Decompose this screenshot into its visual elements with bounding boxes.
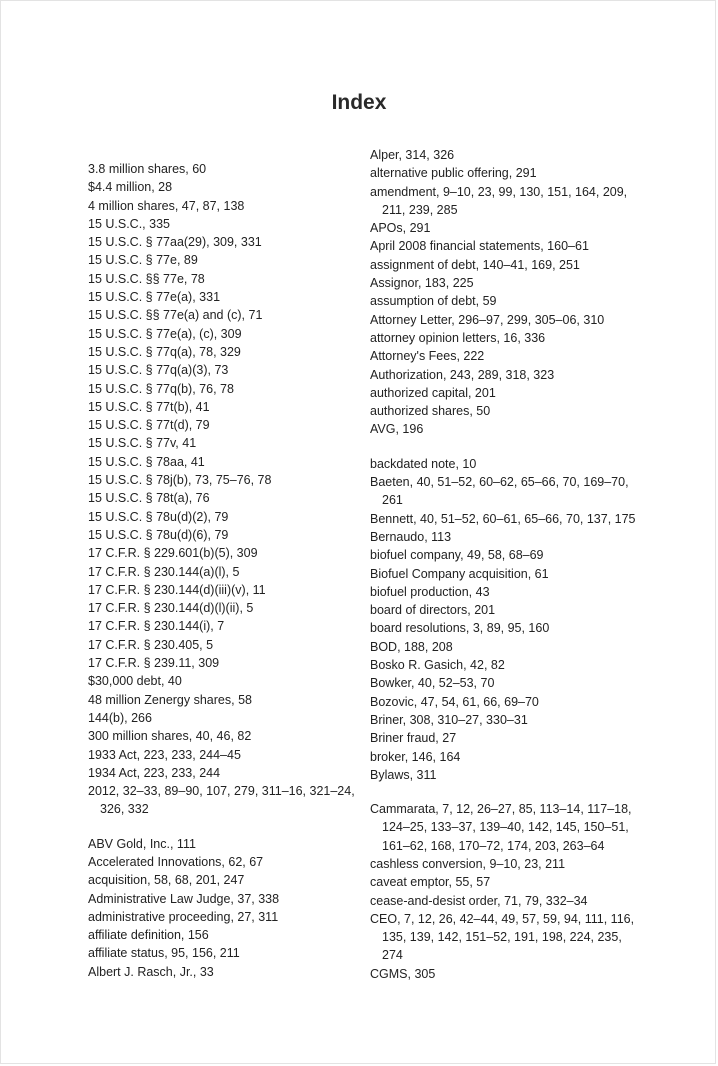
index-entry: 48 million Zenergy shares, 58 (88, 692, 252, 707)
index-entry: attorney opinion letters, 16, 336 (370, 330, 546, 345)
index-entry: 2012, 32–33, 89–90, 107, 279, 311–16, 321–24, 326, 332 (88, 784, 355, 817)
index-entry: Cammarata, 7, 12, 26–27, 85, 113–14, 117–18, 124–25, 133–37, 139–40, 142, 145, 150–51, 161–62, 168, 170–72, 174, 203, 263–64 (370, 802, 632, 853)
index-entry: acquisition, 58, 68, 201, 247 (88, 873, 245, 888)
index-entry: Biofuel Company acquisition, 61 (370, 566, 549, 581)
index-entry: broker, 146, 164 (370, 749, 461, 764)
index-entry: Attorney's Fees, 222 (370, 349, 485, 364)
index-entry: 15 U.S.C. § 78u(d)(6), 79 (88, 527, 229, 542)
index-entry: Bowker, 40, 52–53, 70 (370, 676, 495, 691)
index-entry: biofuel company, 49, 58, 68–69 (370, 548, 544, 563)
index-entry: Bosko R. Gasich, 42, 82 (370, 658, 505, 673)
index-entry: 15 U.S.C. § 77e, 89 (88, 253, 198, 268)
index-entry: alternative public offering, 291 (370, 166, 537, 181)
index-entry: 15 U.S.C. § 77q(b), 76, 78 (88, 381, 234, 396)
index-entry: biofuel production, 43 (370, 584, 490, 599)
index-entry: Briner fraud, 27 (370, 731, 457, 746)
index-entry: Bozovic, 47, 54, 61, 66, 69–70 (370, 694, 539, 709)
index-entry: 15 U.S.C. § 78t(a), 76 (88, 491, 210, 506)
index-entry: 3.8 million shares, 60 (88, 162, 207, 176)
index-entry: CEO, 7, 12, 26, 42–44, 49, 57, 59, 94, 111, 116, 135, 139, 142, 151–52, 191, 198, 224, 235, 274 (370, 911, 635, 963)
index-entry: Accelerated Innovations, 62, 67 (88, 854, 264, 869)
index-entry: 15 U.S.C. § 77q(a), 78, 329 (88, 344, 241, 359)
index-entry: AVG, 196 (370, 422, 424, 437)
index-entry: 17 C.F.R. § 230.405, 5 (88, 637, 214, 652)
index-entry: 15 U.S.C. § 77e(a), (c), 309 (88, 326, 242, 341)
index-entry: amendment, 9–10, 23, 99, 130, 151, 164, 209, 211, 239, 285 (370, 184, 628, 217)
index-entry: Bernaudo, 113 (370, 529, 452, 544)
index-entry: affiliate definition, 156 (88, 928, 209, 943)
index-entry: 15 U.S.C. §§ 77e, 78 (88, 271, 205, 286)
letter-group-gap (370, 784, 638, 800)
index-entry: Bennett, 40, 51–52, 60–61, 65–66, 70, 137, 175 (370, 511, 636, 526)
index-entry: assignment of debt, 140–41, 169, 251 (370, 257, 580, 272)
index-entry: 17 C.F.R. § 239.11, 309 (88, 656, 220, 671)
index-entry: 15 U.S.C. § 77q(a)(3), 73 (88, 363, 229, 378)
index-entry: authorized shares, 50 (370, 404, 491, 419)
index-entry: 15 U.S.C. § 77v, 41 (88, 436, 197, 451)
index-entry: $4.4 million, 28 (88, 180, 173, 195)
index-entry: APOs, 291 (370, 221, 431, 236)
index-entry: board resolutions, 3, 89, 95, 160 (370, 621, 550, 636)
index-entry: 15 U.S.C. § 77aa(29), 309, 331 (88, 235, 262, 250)
index-entry: CGMS, 305 (370, 966, 436, 981)
page-title: Index (331, 91, 387, 114)
index-entry: board of directors, 201 (370, 603, 496, 618)
index-entry: 15 U.S.C. §§ 77e(a) and (c), 71 (88, 308, 263, 323)
index-entry: authorized capital, 201 (370, 385, 496, 400)
index-entry: backdated note, 10 (370, 456, 477, 471)
index-entry: ABV Gold, Inc., 111 (88, 836, 196, 851)
index-entry: 15 U.S.C., 335 (88, 216, 170, 231)
index-entry: 144(b), 266 (88, 710, 152, 725)
index-entry: 15 U.S.C. § 78j(b), 73, 75–76, 78 (88, 473, 272, 488)
index-entry: 300 million shares, 40, 46, 82 (88, 729, 252, 744)
index-entry: affiliate status, 95, 156, 211 (88, 946, 240, 961)
letter-group-gap (370, 439, 638, 455)
index-entry: April 2008 financial statements, 160–61 (370, 239, 589, 254)
index-entry: 17 C.F.R. § 229.601(b)(5), 309 (88, 546, 258, 561)
index-entry: Baeten, 40, 51–52, 60–62, 65–66, 70, 169–70, 261 (370, 475, 629, 508)
index-entry: 15 U.S.C. § 77t(d), 79 (88, 418, 210, 433)
index-entry: Assignor, 183, 225 (370, 276, 474, 291)
index-entry: Briner, 308, 310–27, 330–31 (370, 712, 528, 727)
index-entry: 15 U.S.C. § 77e(a), 331 (88, 290, 221, 305)
index-entry: $30,000 debt, 40 (88, 674, 182, 689)
index-entry: BOD, 188, 208 (370, 639, 453, 654)
index-column-left (88, 160, 358, 981)
index-entry: Attorney Letter, 296–97, 299, 305–06, 310 (370, 312, 605, 327)
index-column-right (370, 146, 638, 983)
index-entry: cashless conversion, 9–10, 23, 211 (370, 856, 566, 871)
index-entry: 17 C.F.R. § 230.144(d)(l)(ii), 5 (88, 601, 254, 616)
letter-group-gap (88, 819, 358, 835)
index-entry: caveat emptor, 55, 57 (370, 875, 491, 890)
index-entry: administrative proceeding, 27, 311 (88, 909, 279, 924)
index-entry: 4 million shares, 47, 87, 138 (88, 198, 245, 213)
index-entry: Administrative Law Judge, 37, 338 (88, 891, 280, 906)
index-entry: Bylaws, 311 (370, 767, 437, 782)
index-entry: Albert J. Rasch, Jr., 33 (88, 964, 214, 979)
index-entry: 1934 Act, 223, 233, 244 (88, 765, 221, 780)
index-entry: 17 C.F.R. § 230.144(a)(l), 5 (88, 564, 240, 579)
index-entry: 1933 Act, 223, 233, 244–45 (88, 747, 241, 762)
index-entry: 17 C.F.R. § 230.144(i), 7 (88, 619, 225, 634)
index-entry: 15 U.S.C. § 78u(d)(2), 79 (88, 509, 229, 524)
index-entry: Alper, 314, 326 (370, 148, 455, 162)
index-entry: 15 U.S.C. § 78aa, 41 (88, 454, 205, 469)
index-entry: 15 U.S.C. § 77t(b), 41 (88, 399, 210, 414)
index-entry: assumption of debt, 59 (370, 294, 497, 309)
index-entry: Authorization, 243, 289, 318, 323 (370, 367, 555, 382)
index-entry: 17 C.F.R. § 230.144(d)(iii)(v), 11 (88, 582, 266, 597)
index-entry: cease-and-desist order, 71, 79, 332–34 (370, 893, 588, 908)
